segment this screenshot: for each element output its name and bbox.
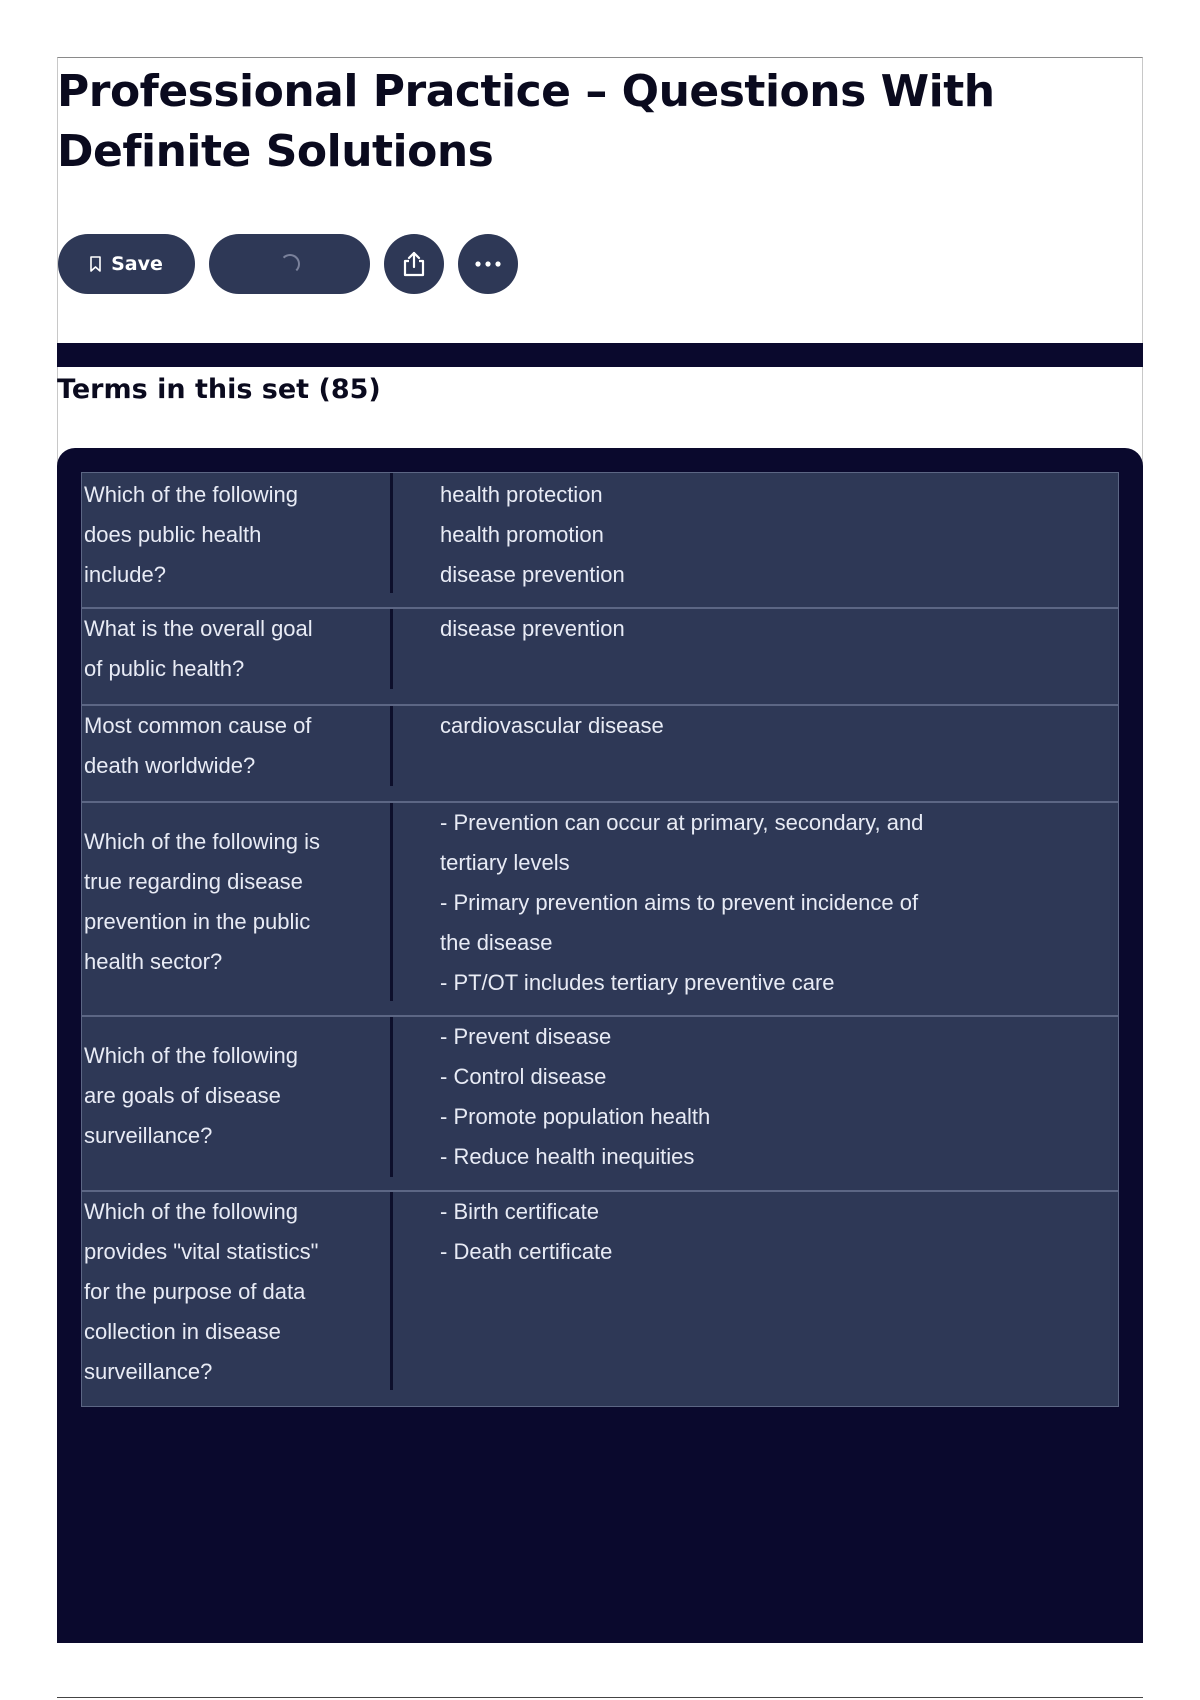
term-card[interactable] — [81, 802, 1119, 1016]
definition-line: health protection — [440, 482, 603, 507]
loading-spinner-icon — [280, 254, 300, 274]
more-icon — [474, 260, 502, 268]
term-text — [84, 822, 384, 982]
card-column-separator — [390, 609, 393, 689]
term-line: Which of the following — [84, 1199, 298, 1224]
loading-button[interactable] — [209, 234, 370, 294]
term-line: true regarding disease — [84, 869, 303, 894]
definition-text — [440, 1017, 1100, 1177]
definition-line: - Primary prevention aims to prevent incidence of — [440, 890, 919, 915]
term-text — [84, 706, 384, 786]
term-line: of public health? — [84, 656, 245, 681]
term-line: What is the overall goal — [84, 616, 313, 641]
term-line: surveillance? — [84, 1359, 213, 1384]
definition-line: - PT/OT includes tertiary preventive care — [440, 970, 835, 995]
definition-line: disease prevention — [440, 562, 625, 587]
definition-line: - Death certificate — [440, 1239, 613, 1264]
more-options-button[interactable] — [458, 234, 518, 294]
term-line: are goals of disease — [84, 1083, 281, 1108]
term-line: surveillance? — [84, 1123, 213, 1148]
card-column-separator — [390, 1017, 393, 1177]
definition-line: disease prevention — [440, 616, 625, 641]
term-text — [84, 609, 384, 689]
term-line: Which of the following — [84, 482, 298, 507]
card-column-separator — [390, 803, 393, 1001]
definition-line: - Prevention can occur at primary, secondary, and — [440, 810, 924, 835]
definition-line: tertiary levels — [440, 850, 570, 875]
definition-line: cardiovascular disease — [440, 713, 664, 738]
term-text — [84, 1036, 384, 1156]
card-column-separator — [390, 473, 393, 593]
term-text — [84, 475, 384, 595]
term-card[interactable] — [81, 472, 1119, 608]
term-line: Most common cause of — [84, 713, 312, 738]
term-card[interactable] — [81, 1016, 1119, 1191]
definition-text — [440, 1192, 1100, 1272]
term-line: does public health — [84, 522, 262, 547]
term-text — [84, 1192, 384, 1392]
definition-line: - Reduce health inequities — [440, 1144, 695, 1169]
definition-line: - Promote population health — [440, 1104, 711, 1129]
term-card[interactable] — [81, 1191, 1119, 1407]
definition-text — [440, 803, 1100, 1003]
definition-line: - Control disease — [440, 1064, 607, 1089]
divider-bar — [57, 343, 1143, 367]
term-line: prevention in the public — [84, 909, 311, 934]
share-button[interactable] — [384, 234, 444, 294]
term-line: for the purpose of data — [84, 1279, 306, 1304]
page-title: Professional Practice – Questions With Definite Solutions — [57, 66, 995, 177]
share-icon — [401, 250, 427, 278]
terms-heading: Terms in this set (85) — [57, 374, 381, 405]
save-button[interactable] — [58, 234, 195, 294]
term-line: Which of the following — [84, 1043, 298, 1068]
card-column-separator — [390, 706, 393, 786]
term-line: health sector? — [84, 949, 223, 974]
bookmark-icon — [90, 256, 101, 272]
definition-text — [440, 609, 1100, 649]
term-card[interactable] — [81, 705, 1119, 802]
toolbar — [58, 234, 518, 294]
save-button-label: Save — [111, 253, 163, 275]
definition-line: - Birth certificate — [440, 1199, 599, 1224]
definition-line: - Prevent disease — [440, 1024, 612, 1049]
term-line: provides "vital statistics" — [84, 1239, 319, 1264]
term-line: include? — [84, 562, 166, 587]
definition-text — [440, 475, 1100, 595]
bottom-rule — [57, 1697, 1143, 1698]
term-line: collection in disease — [84, 1319, 281, 1344]
definition-line: the disease — [440, 930, 553, 955]
term-card[interactable] — [81, 608, 1119, 705]
definition-line: health promotion — [440, 522, 604, 547]
term-line: Which of the following is — [84, 829, 320, 854]
term-line: death worldwide? — [84, 753, 256, 778]
card-column-separator — [390, 1192, 393, 1390]
definition-text — [440, 706, 1100, 746]
